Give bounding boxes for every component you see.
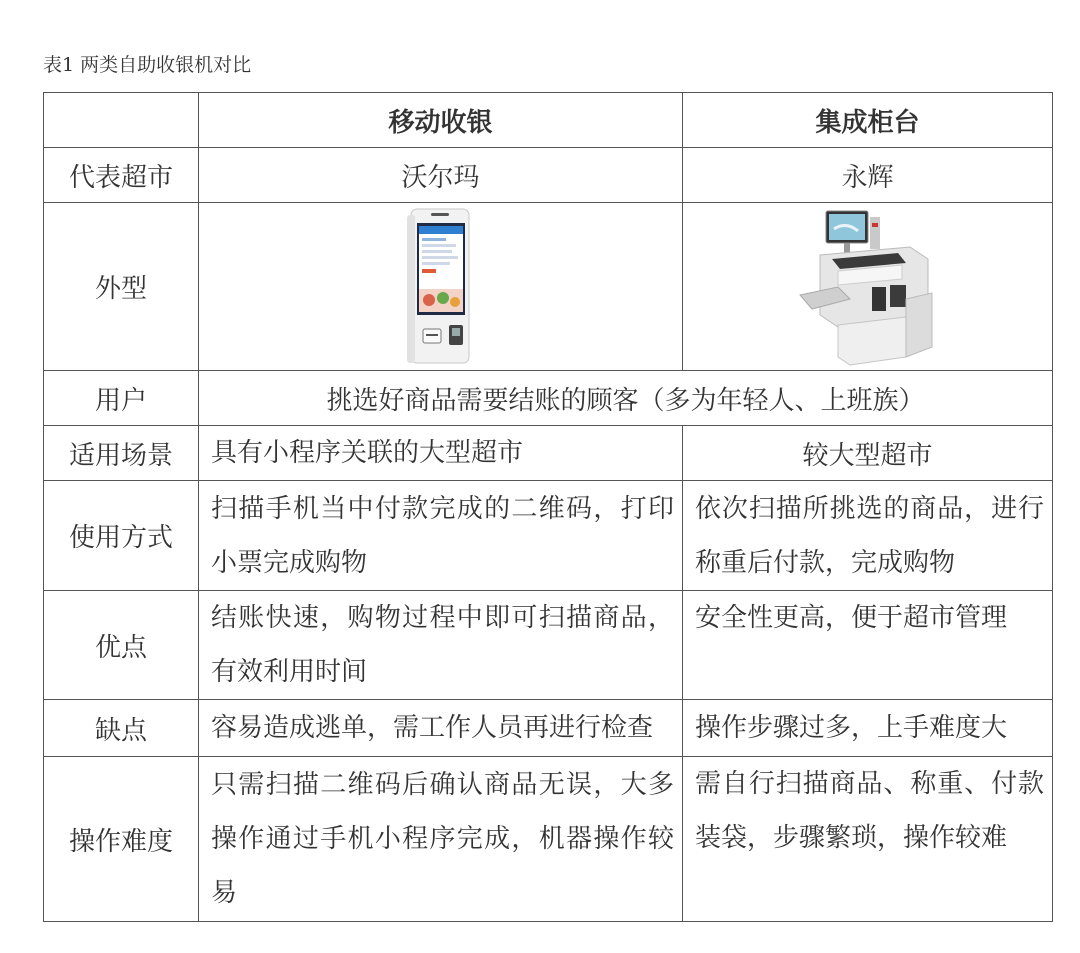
- cell-counter-scenario: 较大型超市: [683, 426, 1053, 481]
- cell-counter-cons: 操作步骤过多，上手难度大: [683, 700, 1053, 757]
- table-row: [44, 481, 1053, 591]
- table-row: [44, 203, 1053, 371]
- table-row: [44, 757, 1053, 922]
- cell-counter-usage: 依次扫描所挑选的商品，进行称重后付款，完成购物: [683, 481, 1053, 591]
- row-label-appearance: 外型: [44, 203, 199, 371]
- header-integrated-counter: 集成柜台: [683, 93, 1053, 148]
- self-checkout-kiosk-image: [405, 207, 477, 367]
- cell-counter-difficulty: 需自行扫描商品、称重、付款装袋，步骤繁琐，操作较难: [683, 757, 1053, 922]
- table-row: [44, 148, 1053, 203]
- integrated-checkout-counter-image: [798, 207, 938, 367]
- table-row: [44, 700, 1053, 757]
- header-mobile-checkout: 移动收银: [199, 93, 683, 148]
- comparison-table: [43, 92, 1053, 922]
- cell-mobile-representative: 沃尔玛: [199, 148, 683, 203]
- table-caption: 表1 两类自助收银机对比: [43, 54, 252, 76]
- row-label-users: 用户: [44, 371, 199, 426]
- table-header-row: [44, 93, 1053, 148]
- table-row: [44, 591, 1053, 700]
- row-label-scenario: 适用场景: [44, 426, 199, 481]
- header-empty-cell: [44, 93, 199, 148]
- cell-counter-representative: 永辉: [683, 148, 1053, 203]
- cell-counter-appearance: [683, 203, 1053, 371]
- cell-mobile-usage: 扫描手机当中付款完成的二维码，打印小票完成购物: [199, 481, 683, 591]
- row-label-representative: 代表超市: [44, 148, 199, 203]
- cell-mobile-cons: 容易造成逃单，需工作人员再进行检查: [199, 700, 683, 757]
- table-row: [44, 426, 1053, 481]
- cell-mobile-scenario: 具有小程序关联的大型超市: [199, 426, 683, 481]
- row-label-cons: 缺点: [44, 700, 199, 757]
- table-row: [44, 371, 1053, 426]
- row-label-pros: 优点: [44, 591, 199, 700]
- cell-users-merged: 挑选好商品需要结账的顾客（多为年轻人、上班族）: [199, 371, 1053, 426]
- cell-mobile-pros: 结账快速，购物过程中即可扫描商品，有效利用时间: [199, 591, 683, 700]
- cell-mobile-appearance: [199, 203, 683, 371]
- row-label-usage: 使用方式: [44, 481, 199, 591]
- cell-counter-pros: 安全性更高，便于超市管理: [683, 591, 1053, 700]
- row-label-difficulty: 操作难度: [44, 757, 199, 922]
- cell-mobile-difficulty: 只需扫描二维码后确认商品无误，大多操作通过手机小程序完成，机器操作较易: [199, 757, 683, 922]
